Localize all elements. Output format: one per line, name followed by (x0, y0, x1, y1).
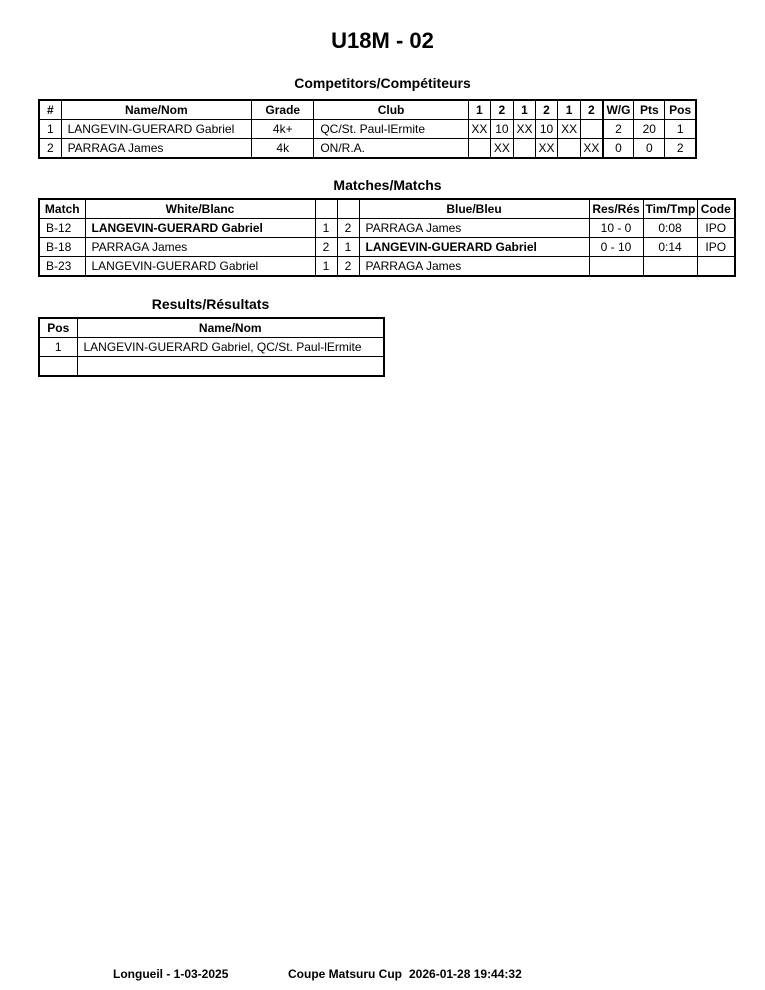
footer-timestamp: 2026-01-28 19:44:32 (409, 967, 522, 981)
col-round: 1 (558, 100, 581, 120)
cell-num: 1 (39, 120, 61, 139)
cell-match: B-12 (39, 219, 85, 238)
cell-wg: 0 (603, 139, 634, 159)
cell-blue: PARRAGA James (359, 219, 589, 238)
col-round: 1 (513, 100, 535, 120)
table-row (39, 120, 696, 139)
cell-pts: 20 (634, 120, 665, 139)
page-title: U18M - 02 (331, 28, 434, 53)
footer-location: Longueil - 1-03-2025 (113, 967, 229, 981)
cell-pos: 2 (665, 139, 696, 159)
cell-club: QC/St. Paul-lErmite (314, 120, 468, 139)
cell-num: 2 (39, 139, 61, 159)
cell-blue: LANGEVIN-GUERARD Gabriel (359, 238, 589, 257)
cell-code (697, 257, 735, 277)
cell-res: 10 - 0 (589, 219, 643, 238)
table-row (39, 357, 384, 377)
matches-table (38, 198, 736, 277)
table-row (39, 238, 735, 257)
col-white-num (315, 199, 337, 219)
cell-club: ON/R.A. (314, 139, 468, 159)
table-row (39, 257, 735, 277)
cell-res: 0 - 10 (589, 238, 643, 257)
cell-name: LANGEVIN-GUERARD Gabriel, QC/St. Paul-lErmite (77, 338, 384, 357)
cell-time (643, 257, 697, 277)
cell-pos (39, 357, 77, 377)
cell-name: LANGEVIN-GUERARD Gabriel (61, 120, 252, 139)
col-round: 1 (468, 100, 490, 120)
col-match: Match (39, 199, 85, 219)
col-pos: Pos (39, 318, 77, 338)
cell-round (468, 139, 490, 159)
cell-res (589, 257, 643, 277)
cell-round: XX (513, 120, 535, 139)
cell-blue-num: 2 (337, 257, 359, 277)
cell-white-num: 1 (315, 219, 337, 238)
col-round: 2 (581, 100, 603, 120)
cell-pts: 0 (634, 139, 665, 159)
cell-round (558, 139, 581, 159)
col-round: 2 (535, 100, 557, 120)
cell-wg: 2 (603, 120, 634, 139)
table-row (39, 338, 384, 357)
cell-grade: 4k (252, 139, 314, 159)
col-club: Club (314, 100, 468, 120)
col-code: Code (697, 199, 735, 219)
cell-grade: 4k+ (252, 120, 314, 139)
col-name: Name/Nom (77, 318, 384, 338)
cell-round: XX (581, 139, 603, 159)
results-table (38, 317, 385, 377)
col-grade: Grade (252, 100, 314, 120)
cell-name (77, 357, 384, 377)
cell-blue: PARRAGA James (359, 257, 589, 277)
cell-round (581, 120, 603, 139)
matches-header-row (39, 199, 735, 219)
col-num: # (39, 100, 61, 120)
col-pos: Pos (665, 100, 696, 120)
col-name: Name/Nom (61, 100, 252, 120)
cell-round: XX (558, 120, 581, 139)
cell-blue-num: 2 (337, 219, 359, 238)
cell-round: 10 (490, 120, 513, 139)
cell-pos: 1 (665, 120, 696, 139)
cell-round: XX (468, 120, 490, 139)
table-row (39, 219, 735, 238)
cell-pos: 1 (39, 338, 77, 357)
cell-round: XX (490, 139, 513, 159)
col-res: Res/Rés (589, 199, 643, 219)
col-blue-num (337, 199, 359, 219)
cell-time: 0:14 (643, 238, 697, 257)
cell-white: PARRAGA James (85, 238, 315, 257)
matches-heading: Matches/Matchs (333, 177, 442, 193)
col-pts: Pts (634, 100, 665, 120)
cell-white: LANGEVIN-GUERARD Gabriel (85, 257, 315, 277)
col-round: 2 (490, 100, 513, 120)
competitors-heading: Competitors/Compétiteurs (294, 75, 471, 91)
cell-white: LANGEVIN-GUERARD Gabriel (85, 219, 315, 238)
competitors-table (38, 99, 697, 159)
table-row (39, 139, 696, 159)
cell-blue-num: 1 (337, 238, 359, 257)
competitors-header-row (39, 100, 696, 120)
results-header-row (39, 318, 384, 338)
cell-code: IPO (697, 238, 735, 257)
col-white: White/Blanc (85, 199, 315, 219)
cell-round: 10 (535, 120, 557, 139)
col-time: Tim/Tmp (643, 199, 697, 219)
cell-white-num: 2 (315, 238, 337, 257)
cell-match: B-18 (39, 238, 85, 257)
cell-name: PARRAGA James (61, 139, 252, 159)
cell-round (513, 139, 535, 159)
footer-event: Coupe Matsuru Cup (288, 967, 402, 981)
cell-match: B-23 (39, 257, 85, 277)
col-wg: W/G (603, 100, 634, 120)
cell-white-num: 1 (315, 257, 337, 277)
cell-round: XX (535, 139, 557, 159)
results-heading: Results/Résultats (151, 296, 270, 312)
cell-time: 0:08 (643, 219, 697, 238)
cell-code: IPO (697, 219, 735, 238)
col-blue: Blue/Bleu (359, 199, 589, 219)
